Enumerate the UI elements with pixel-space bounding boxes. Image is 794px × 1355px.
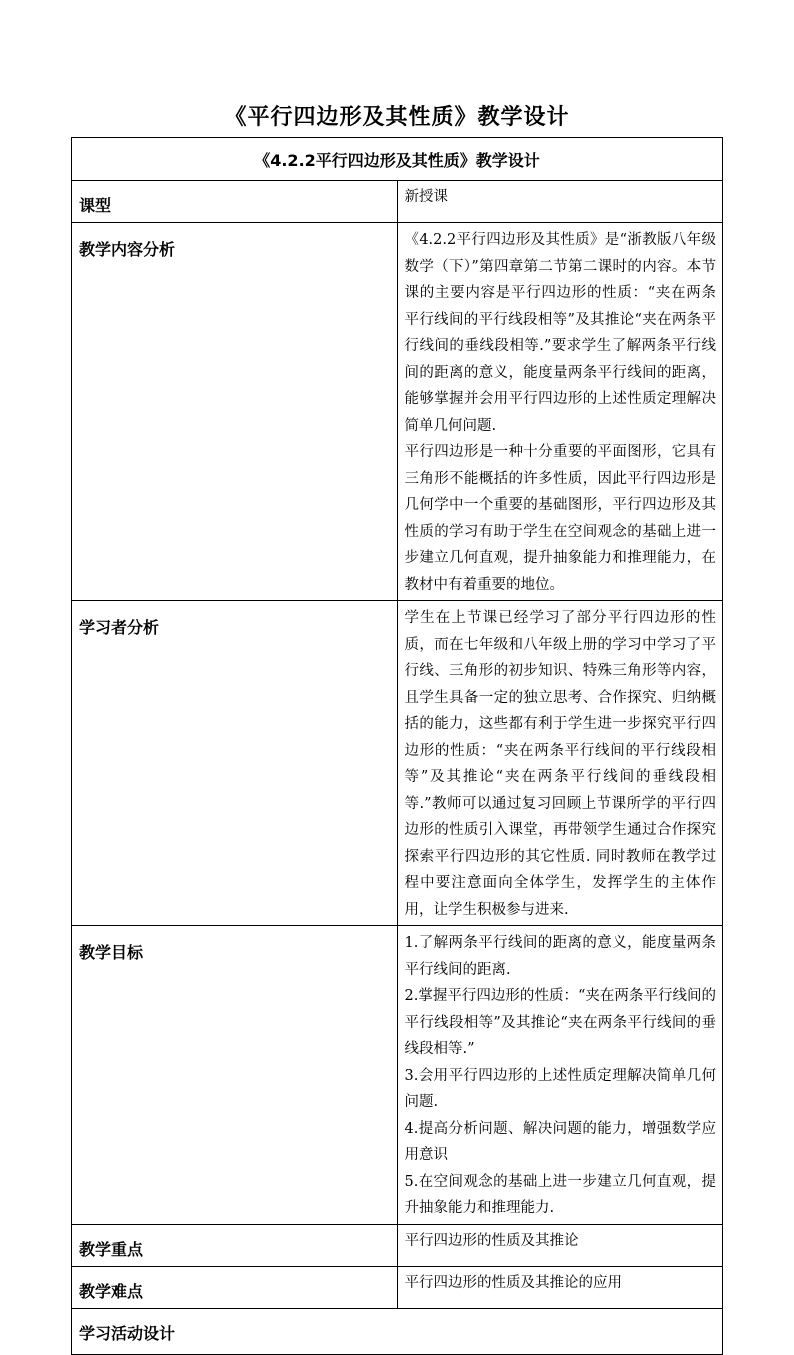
content-line: 新授课 — [404, 189, 448, 205]
lesson-plan-table — [71, 137, 723, 1355]
row-content-content-analysis — [397, 223, 723, 601]
row-content-key-points — [397, 1224, 723, 1266]
row-content-teaching-goals — [397, 926, 723, 1225]
content-line: 平行四边形的性质及其推论 — [404, 1232, 579, 1249]
content-paragraph: 《4.2.2平行四边形及其性质》是“浙教版八年级数学（下）”第四章第二节第二课时的内容。本节课的主要内容是平行四边形的性质：“夹在两条平行线间的平行线段相等”及其推论“夹在两条平行线间的垂线段相等.”要求学生了解两条平行线间的距离的意义，能度量两条平行线间的距离，能够掌握并会用平行四边形的上述性质定理解决简单几何问题. — [404, 232, 716, 434]
content-line: 平行四边形的性质及其推论的应用 — [404, 1274, 622, 1291]
row-label-key-points: 教学重点 — [72, 1224, 398, 1266]
goal-item-3: 3.会用平行四边形的上述性质定理解决简单几何问题. — [404, 1067, 716, 1110]
content-paragraph: 平行四边形是一种十分重要的平面图形，它具有三角形不能概括的许多性质，因此平行四边形是几何学中一个重要的基础图形，平行四边形及其性质的学习有助于学生在空间观念的基础上进一步建立几何直观，提升抽象能力和推理能力，在教材中有着重要的地位。 — [404, 444, 716, 593]
table-header: 《4.2.2平行四边形及其性质》教学设计 — [72, 138, 723, 181]
row-label-teaching-goals: 教学目标 — [72, 926, 398, 1225]
row-label-learner-analysis: 学习者分析 — [72, 601, 398, 926]
row-label-content-analysis: 教学内容分析 — [72, 223, 398, 601]
page-title: 《平行四边形及其性质》教学设计 — [224, 105, 570, 130]
goal-item-2: 2.掌握平行四边形的性质：“夹在两条平行线间的平行线段相等”及其推论“夹在两条平行线间的垂线段相等.” — [404, 988, 716, 1057]
table-header-row — [72, 138, 723, 181]
table-row — [72, 926, 723, 1225]
table-row — [72, 601, 723, 926]
table-row — [72, 1266, 723, 1308]
learning-activity-heading: 学习活动设计 — [72, 1308, 723, 1354]
row-content-difficulties — [397, 1266, 723, 1308]
table-row — [72, 1224, 723, 1266]
row-label-course-type: 课型 — [72, 181, 398, 223]
goal-item-5: 5.在空间观念的基础上进一步建立几何直观，提升抽象能力和推理能力. — [404, 1173, 716, 1216]
table-row — [72, 223, 723, 601]
content-paragraph: 学生在上节课已经学习了部分平行四边形的性质，而在七年级和八年级上册的学习中学习了平行线、三角形的初步知识、特殊三角形等内容，且学生具备一定的独立思考、合作探究、归纳概括的能力，这些都有利于学生进一步探究平行四边形的性质：“夹在两条平行线间的平行线段相等”及其推论“夹在两条平行线间的垂线段相等.”教师可以通过复习回顾上节课所学的平行四边形的性质引入课堂，再带领学生通过合作探究探索平行四边形的其它性质. 同时教师在教学过程中要注意面向全体学生，发挥学生的主体作用，让学生积极参与进来. — [404, 610, 716, 918]
row-label-difficulties: 教学难点 — [72, 1266, 398, 1308]
goal-item-4: 4.提高分析问题、解决问题的能力，增强数学应用意识 — [404, 1120, 716, 1163]
row-content-learner-analysis — [397, 601, 723, 926]
table-row — [72, 181, 723, 223]
goal-item-1: 1.了解两条平行线间的距离的意义，能度量两条平行线间的距离. — [404, 935, 716, 978]
row-content-course-type — [397, 181, 723, 223]
table-footer-row — [72, 1308, 723, 1354]
